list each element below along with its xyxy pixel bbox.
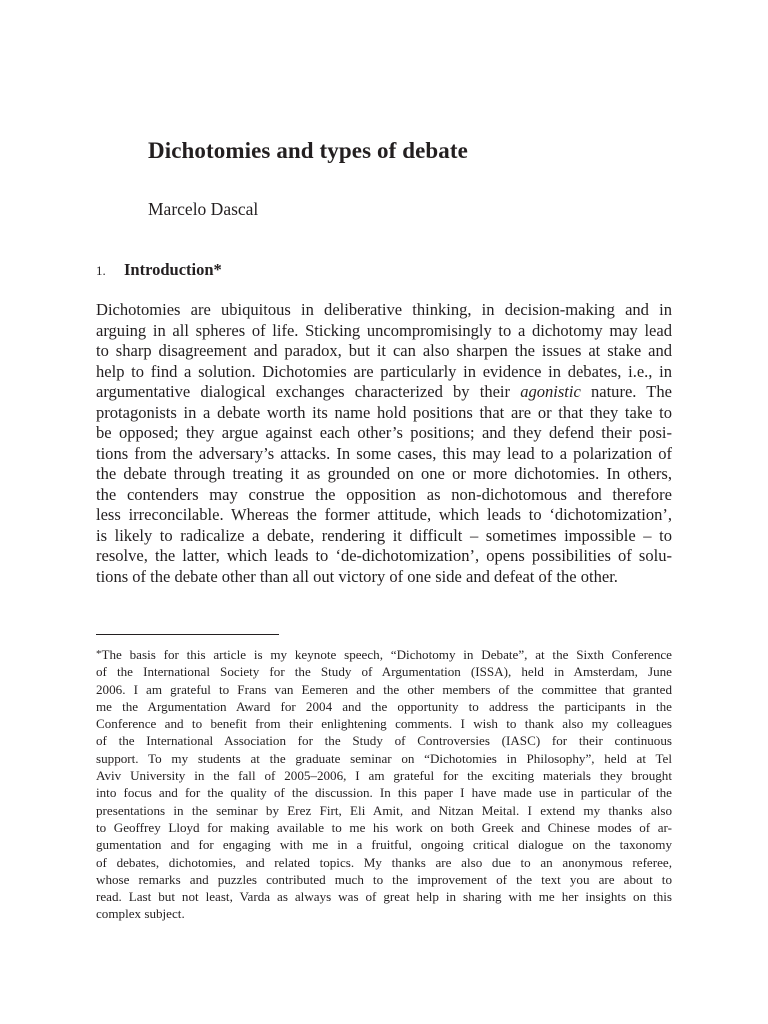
footnote-line: support. To my students at the graduate seminar on “Dichotomies in Philosophy”, held at Tel — [96, 750, 672, 766]
article-author: Marcelo Dascal — [148, 199, 259, 219]
body-line-start: argumentative dialogical exchanges characterized by their — [96, 382, 511, 401]
footnote-line: of the International Association for the Study of Controversies (IASC) for their continuous — [96, 733, 672, 749]
body-line: Dichotomies are ubiquitous in deliberative thinking, in decision-making and in — [96, 300, 672, 319]
section-heading — [96, 260, 222, 280]
footnote-line: of the International Society for the Study of Argumentation (ISSA), held in Amsterdam, June — [96, 664, 672, 680]
body-line: protagonists in a debate worth its name hold positions that are or that they take to — [96, 402, 672, 422]
footnote-line: Conference and to benefit from their enlightening comments. I wish to thank also my colleagues — [96, 716, 672, 732]
footnote-marker: * — [96, 648, 102, 660]
section-title: Introduction* — [124, 260, 222, 279]
body-line: tions of the debate other than all out victory of one side and defeat of the other. — [96, 566, 618, 586]
footnote-line-text: The basis for this article is my keynote speech, “Dichotomy in Debate”, at the Sixth Conference — [101, 647, 672, 662]
footnote-line: presentations in the seminar by Erez Firt, Eli Amit, and Nitzan Meital. I extend my thanks also — [96, 802, 672, 818]
footnote-line: whose remarks and puzzles contributed much to the improvement of the text you are about to — [96, 871, 672, 887]
footnote-line-first — [96, 646, 672, 663]
body-line: to sharp disagreement and paradox, but it can also sharpen the issues at stake and — [96, 341, 672, 360]
article-title: Dichotomies and types of debate — [148, 138, 468, 163]
body-line-end: nature. The — [590, 382, 672, 401]
body-line: arguing in all spheres of life. Sticking uncompromisingly to a dichotomy may lead — [96, 320, 672, 340]
body-line: the contenders may construe the opposition as non-dichotomous and therefore — [96, 484, 672, 504]
footnote-line: of debates, dichotomies, and related topics. My thanks are also due to an anonymous referee, — [96, 854, 672, 870]
body-line-with-emphasis — [96, 382, 672, 403]
footnote-line: into focus and for the quality of the discussion. In this paper I have made use in particular of the — [96, 785, 672, 801]
body-line: tions from the adversary’s attacks. In some cases, this may lead to a polarization of — [96, 443, 672, 463]
footnote-line: Aviv University in the fall of 2005–2006, I am grateful for the exciting materials they brought — [96, 768, 672, 784]
footnote-divider — [96, 634, 279, 635]
body-paragraph — [96, 300, 672, 587]
footnote — [96, 646, 672, 923]
section-number: 1. — [96, 263, 106, 278]
body-line: the debate through treating it as grounded on one or more dichotomies. In others, — [96, 464, 672, 483]
footnote-line: to Geoffrey Lloyd for making available to me his work on both Greek and Chinese modes of ar- — [96, 819, 672, 835]
footnote-line: gumentation and for engaging with me in a fruitful, ongoing critical dialogue on the taxonomy — [96, 837, 672, 853]
emphasis-agonistic: agonistic — [520, 382, 581, 401]
footnote-line: me the Argumentation Award for 2004 and the opportunity to address the participants in the — [96, 698, 672, 714]
body-line: less irreconcilable. Whereas the former attitude, which leads to ‘dichotomization’, — [96, 505, 672, 524]
body-line: is likely to radicalize a debate, rendering it difficult – sometimes impossible – to — [96, 525, 672, 545]
footnote-line: 2006. I am grateful to Frans van Eemeren and the other members of the committee that granted — [96, 681, 672, 697]
footnote-line: complex subject. — [96, 906, 185, 922]
body-line: resolve, the latter, which leads to ‘de-dichotomization’, opens possibilities of solu- — [96, 546, 672, 565]
body-line: help to find a solution. Dichotomies are particularly in evidence in debates, i.e., in — [96, 361, 672, 381]
footnote-line: read. Last but not least, Varda as always was of great help in sharing with me her insights on this — [96, 889, 672, 905]
body-line: be opposed; they argue against each other’s positions; and they defend their posi- — [96, 423, 672, 442]
